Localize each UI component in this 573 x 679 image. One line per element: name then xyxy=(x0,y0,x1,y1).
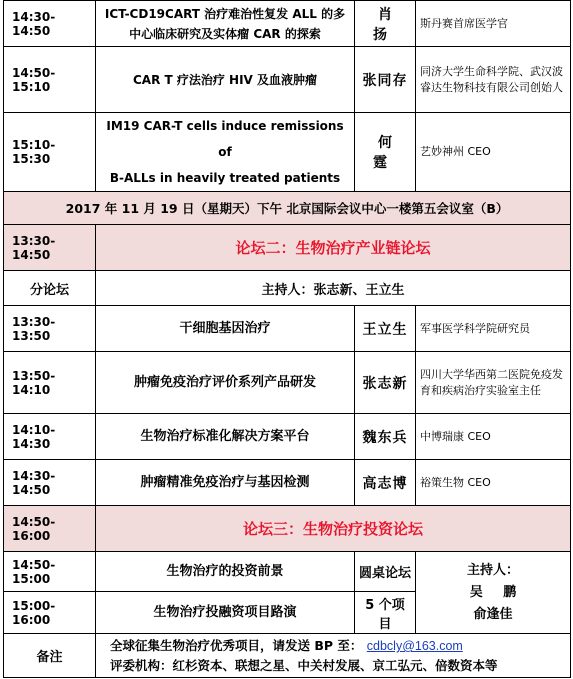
session-format: 5 个项目 xyxy=(355,592,416,634)
note-line xyxy=(110,636,566,656)
speaker-org: 同济大学生命科学院、武汉波睿达生物科技有限公司创始人 xyxy=(416,47,571,113)
time-slot: 13:50-14:10 xyxy=(4,352,96,414)
email-link[interactable]: cdbcly@163.com xyxy=(366,639,463,653)
topic-line: IM19 CAR-T cells induce remissions of xyxy=(106,119,344,159)
topic-line: B-ALLs in heavily treated patients xyxy=(109,171,341,185)
speaker-name: 肖 扬 xyxy=(355,1,416,47)
speaker-name: 王立生 xyxy=(355,306,416,352)
note-text xyxy=(96,634,571,678)
time-slot: 14:10-14:30 xyxy=(4,414,96,460)
talk-topic: 生物治疗投融资项目路演 xyxy=(96,592,355,634)
speaker-org: 四川大学华西第二医院免疫发育和疾病治疗实验室主任 xyxy=(416,352,571,414)
speaker-org: 艺妙神州 CEO xyxy=(416,113,571,192)
table-row xyxy=(4,306,571,352)
talk-topic: 肿瘤免疫治疗评价系列产品研发 xyxy=(96,352,355,414)
table-row xyxy=(4,1,571,47)
time-slot: 13:30-13:50 xyxy=(4,306,96,352)
forum-title: 论坛三：生物治疗投资论坛 xyxy=(96,506,571,552)
table-row xyxy=(4,352,571,414)
date-venue-line: 2017 年 11 月 19 日（星期天）下午 北京国际会议中心一楼第五会议室（B） xyxy=(4,192,571,225)
note-row xyxy=(4,634,571,678)
note-label: 备注 xyxy=(4,634,96,678)
talk-topic xyxy=(96,1,355,47)
speaker-org: 中博瑞康 CEO xyxy=(416,414,571,460)
speaker-name: 高志博 xyxy=(355,460,416,506)
time-slot: 14:50-15:10 xyxy=(4,47,96,113)
subforum-row xyxy=(4,271,571,306)
speaker-org: 裕策生物 CEO xyxy=(416,460,571,506)
time-slot: 15:00-16:00 xyxy=(4,592,96,634)
topic-line: 中心临床研究及实体瘤 CAR 的探索 xyxy=(129,26,321,41)
schedule-table xyxy=(3,0,571,678)
talk-topic: 生物治疗标准化解决方案平台 xyxy=(96,414,355,460)
forum-time: 14:50-16:00 xyxy=(4,506,96,552)
speaker-name: 张同存 xyxy=(355,47,416,113)
speaker-name: 何 霆 xyxy=(355,113,416,192)
time-slot: 14:30-14:50 xyxy=(4,460,96,506)
subforum-host: 主持人：张志新、王立生 xyxy=(96,271,571,306)
note-line-text: 全球征集生物治疗优秀项目，请发送 BP 至： xyxy=(110,638,363,653)
host-box xyxy=(416,552,571,634)
speaker-name: 张志新 xyxy=(355,352,416,414)
time-slot: 14:30-14:50 xyxy=(4,1,96,47)
table-row xyxy=(4,552,571,592)
talk-topic xyxy=(96,113,355,192)
speaker-name: 魏东兵 xyxy=(355,414,416,460)
speaker-org: 斯丹赛首席医学官 xyxy=(416,1,571,47)
time-slot: 14:50-15:00 xyxy=(4,552,96,592)
host-name: 俞逢佳 xyxy=(473,606,513,622)
forum-title: 论坛二：生物治疗产业链论坛 xyxy=(96,225,571,271)
time-slot: 15:10-15:30 xyxy=(4,113,96,192)
host-label: 主持人： xyxy=(466,562,519,578)
forum-header-row xyxy=(4,506,571,552)
topic-line: CAR T 疗法治疗 HIV 及血液肿瘤 xyxy=(132,72,318,87)
forum-header-row xyxy=(4,225,571,271)
talk-topic xyxy=(96,47,355,113)
table-row xyxy=(4,47,571,113)
talk-topic: 肿瘤精准免疫治疗与基因检测 xyxy=(96,460,355,506)
table-row xyxy=(4,113,571,192)
topic-line: ICT-CD19CART 治疗难治性复发 ALL 的多 xyxy=(104,6,346,21)
date-row xyxy=(4,192,571,225)
table-row xyxy=(4,460,571,506)
forum-time: 13:30-14:50 xyxy=(4,225,96,271)
talk-topic: 干细胞基因治疗 xyxy=(96,306,355,352)
session-format: 圆桌论坛 xyxy=(355,552,416,592)
subforum-label: 分论坛 xyxy=(4,271,96,306)
host-name: 吴 鹏 xyxy=(469,584,525,600)
note-line: 评委机构：红杉资本、联想之星、中关村发展、京工弘元、倍数资本等 xyxy=(110,658,498,673)
speaker-org: 军事医学科学院研究员 xyxy=(416,306,571,352)
talk-topic: 生物治疗的投资前景 xyxy=(96,552,355,592)
table-row xyxy=(4,414,571,460)
